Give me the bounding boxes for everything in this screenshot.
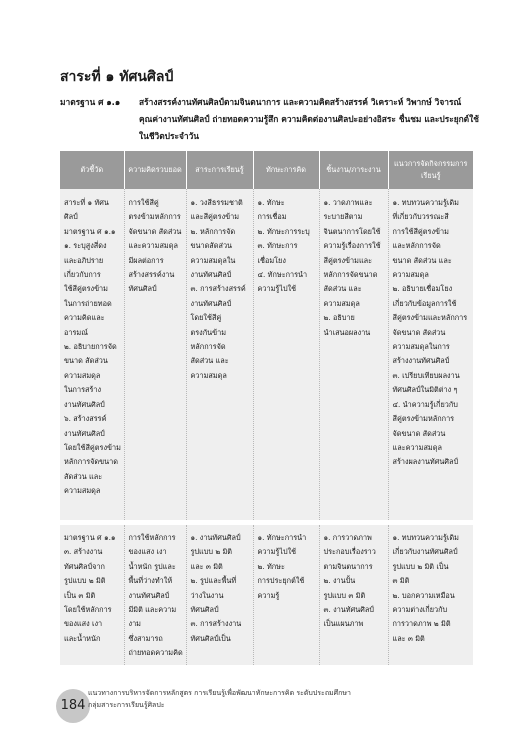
header-concept: ความคิดรวบยอด	[124, 151, 186, 189]
header-thinking-skill: ทักษะการคิด	[253, 151, 319, 189]
table-header-row	[60, 151, 473, 189]
table-cell: ๑. ทักษะ การเชื่อม ๒. ทักษะการระบุ ๓. ทักษะการ เชื่อมโยง ๔. ทักษะการนำ ความรู้ไปใช้	[253, 189, 319, 520]
table-cell: การใช้สีคู่ ตรงข้ามหลักการ จัดขนาด สัดส่วน และความสมดุล มีผลต่อการ สร้างสรรค์งาน ทัศนศิลป์	[124, 189, 186, 520]
page-footer	[56, 684, 476, 724]
header-task: ชิ้นงาน/ภาระงาน	[319, 151, 388, 189]
header-indicator: ตัวชี้วัด	[60, 151, 124, 189]
table-cell: ๑. ทบทวนความรู้เดิม ที่เกี่ยวกับวรรณะสี การใช้สีคู่ตรงข้าม และหลักการจัด ขนาด สัดส่วน และ ความสมดุล ๒. อธิบายเชื่อมโยง เกี่ยวกับข้อมูลการใช้ สีคู่ตรงข้ามและหลักการ จัดขนาด สัดส่วน ความสมดุลในการ สร้างงานทัศนศิลป์ ๓. เปรียบเทียบผลงาน ทัศนศิลป์ในมิติต่าง ๆ ๔. นำความรู้เกี่ยวกับ สีคู่ตรงข้ามหลักการ จัดขนาด สัดส่วน และความสมดุล สร้างผลงานทัศนศิลป์	[388, 189, 473, 520]
table-row	[60, 525, 473, 665]
table-cell: ๑. ทักษะการนำ ความรู้ไปใช้ ๒. ทักษะ การประยุกต์ใช้ ความรู้	[253, 525, 319, 665]
table-cell: ๑. วาดภาพและ ระบายสีตาม จินตนาการโดยใช้ ความรู้เรื่องการใช้ สีคู่ตรงข้ามและ หลักการจัดขนาด สัดส่วน และ ความสมดุล ๒. อธิบาย นำเสนอผลงาน	[319, 189, 388, 520]
table-cell: ๑. งานทัศนศิลป์ รูปแบบ ๒ มิติ และ ๓ มิติ ๒. รูปและพื้นที่ ว่างในงาน ทัศนศิลป์ ๓. การสร้างงาน ทัศนศิลป์เป็น	[186, 525, 253, 665]
header-activities: แนวการจัดกิจกรรมการเรียนรู้	[388, 151, 473, 189]
table-cell: การใช้หลักการ ของแสง เงา น้ำหนัก รูปและ พื้นที่ว่างทำให้ งานทัศนศิลป์ มีมิติ และความงาม ซึ่งสามารถ ถ่ายทอดความคิด	[124, 525, 186, 665]
curriculum-table	[60, 151, 473, 665]
table-row	[60, 189, 473, 520]
table-cell: ๑. การวาดภาพ ประกอบเรื่องราว ตามจินตนาการ ๒. งานปั้น รูปแบบ ๓ มิติ ๓. งานทัศนศิลป์ เป็นแผนภาพ	[319, 525, 388, 665]
footer-title: แนวทางการบริหารจัดการหลักสูตร การเรียนรู้เพื่อพัฒนาทักษะการคิด ระดับประถมศึกษา	[88, 689, 351, 697]
table-cell: ๑. วงสีธรรมชาติ และสีคู่ตรงข้าม ๒. หลักการจัด ขนาดสัดส่วน ความสมดุลใน งานทัศนศิลป์ ๓. การสร้างสรรค์ งานทัศนศิลป์ โดยใช้สีคู่ ตรงกันข้าม หลักการจัด สัดส่วน และ ความสมดุล	[186, 189, 253, 520]
footer-subject: กลุ่มสาระการเรียนรู้ศิลปะ	[88, 701, 165, 709]
table-cell: ๑. ทบทวนความรู้เดิม เกี่ยวกับงานทัศนศิลป์ รูปแบบ ๒ มิติ เป็น ๓ มิติ ๒. บอกความเหมือน ความต่างเกี่ยวกับ การวาดภาพ ๒ มิติ และ ๓ มิติ	[388, 525, 473, 665]
standard-text: สร้างสรรค์งานทัศนศิลป์ตามจินตนาการ และความคิดสร้างสรรค์ วิเคราะห์ วิพากษ์ วิจารณ์คุณค่างานทัศนศิลป์ ถ่ายทอดความรู้สึก ความคิดต่องานศิลปะอย่างอิสระ ชื่นชม และประยุกต์ใช้ในชีวิตประจำวัน	[139, 97, 479, 141]
table-cell: มาตรฐาน ศ ๑.๑ ๓. สร้างงาน ทัศนศิลป์จาก รูปแบบ ๒ มิติ เป็น ๓ มิติ โดยใช้หลักการ ของแสง เงา และน้ำหนัก	[60, 525, 124, 665]
section-heading: สาระที่ ๑ ทัศนศิลป์	[60, 69, 174, 85]
page-number: 184	[56, 689, 90, 723]
header-content: สาระการเรียนรู้	[186, 151, 253, 189]
table-cell: สาระที่ ๑ ทัศนศิลป์ มาตรฐาน ศ ๑.๑ ๑. ระบุสูงสี่ดง และอภิปราย เกี่ยวกับการ ใช้สีคู่ตรงข้าม ในการถ่ายทอด ความคิดและ อารมณ์ ๒. อธิบายการจัด ขนาด สัดส่วน ความสมดุล ในการสร้าง งานทัศนศิลป์ ๖. สร้างสรรค์ งานทัศนศิลป์ โดยใช้สีคู่ตรงข้าม หลักการจัดขนาด สัดส่วน และ ความสมดุล	[60, 189, 124, 520]
standard-label: มาตรฐาน ศ ๑.๑	[60, 97, 121, 107]
